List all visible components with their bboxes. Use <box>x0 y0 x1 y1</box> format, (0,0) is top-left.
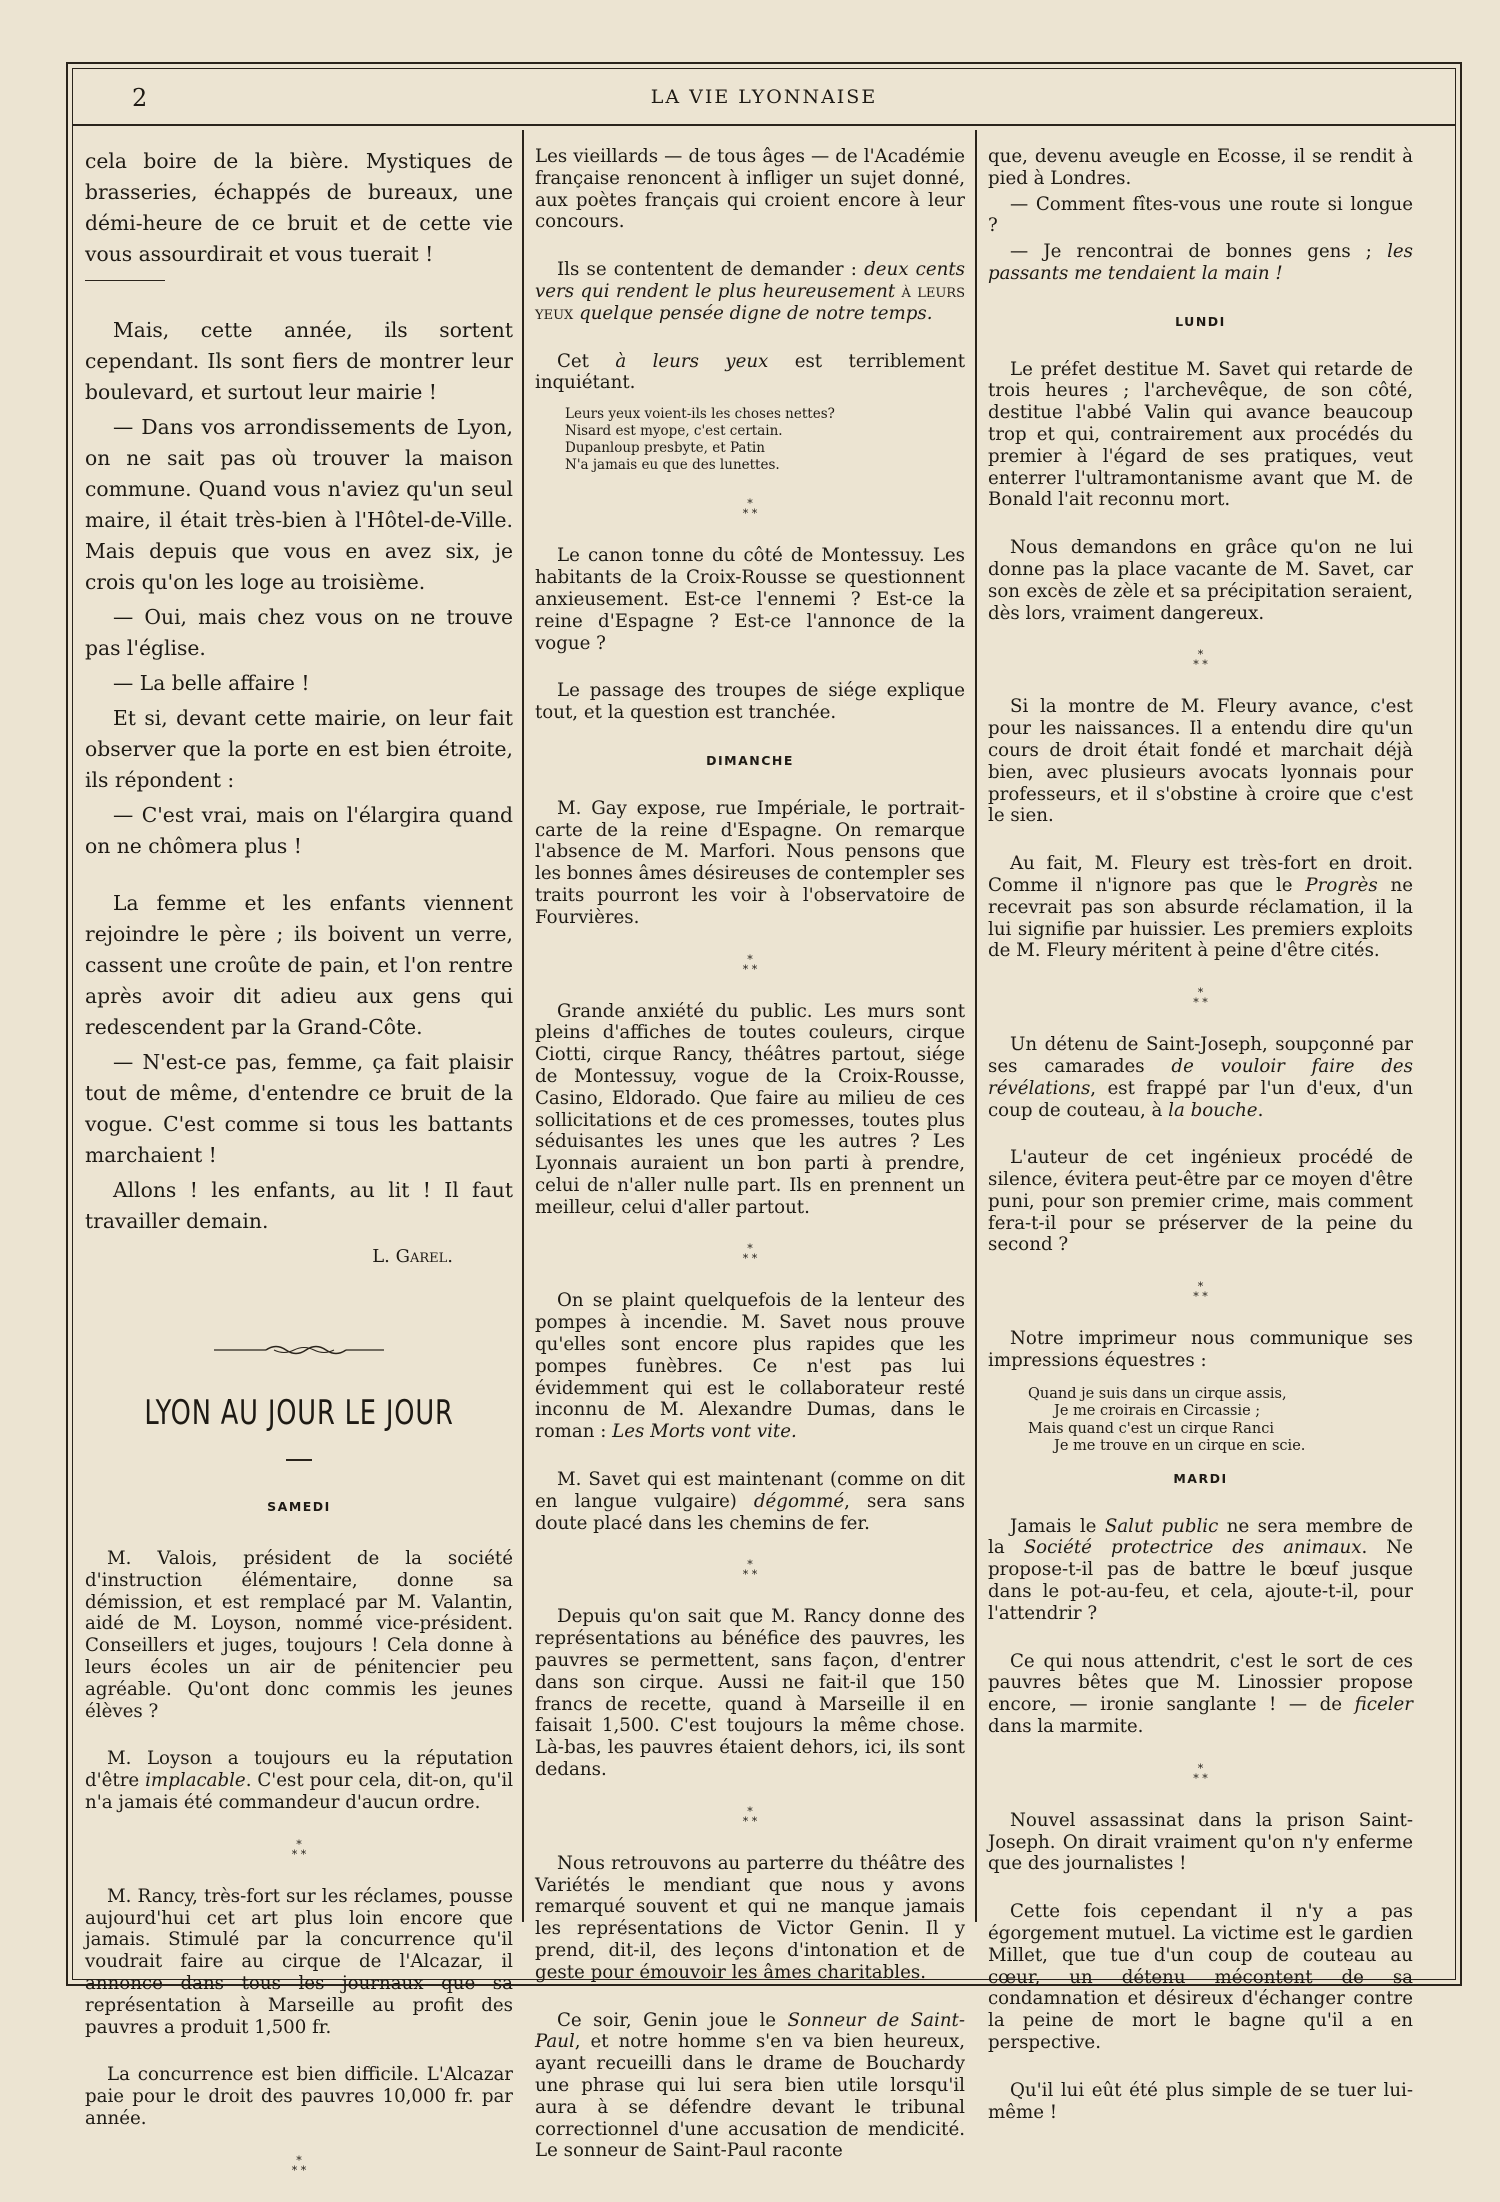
paragraph: cela boire de la bière. Mystiques de brasseries, échappés de bureaux, une démi-heure de ce bruit et de cette vie vous assourdirait et vous tuerait ! <box>85 149 513 266</box>
verse-line: Mais quand c'est un cirque Ranci <box>1028 1420 1275 1437</box>
paragraph: L'auteur de cet ingénieux procédé de silence, évitera peut-être par ce moyen d'être puni, pour son premier crime, mais comment fera-t-il pour se préserver de la peine du second ? <box>988 1147 1413 1256</box>
journal-title: LA VIE LYONNAISE <box>650 86 878 108</box>
paragraph: M. Savet qui est maintenant (comme on dit en langue vulgaire) dégommé, sera sans doute placé dans les chemins de fer. <box>535 1469 965 1534</box>
author-signature: L. Garel. <box>372 1246 453 1267</box>
verse <box>1028 1386 1413 1456</box>
verse-line: Quand je suis dans un cirque assis, <box>1028 1385 1287 1402</box>
title-rule <box>286 1459 312 1461</box>
paragraph: Jamais le Salut public ne sera membre de la Société protectrice des animaux. Ne propose-t-il pas de battre le bœuf jusque dans le pot-au-feu, et cela, ajoute-t-il, pour l'attendrir ? <box>988 1515 1413 1624</box>
asterism: * * * <box>1193 648 1208 672</box>
paragraph: Notre imprimeur nous communique ses impressions équestres : <box>988 1328 1413 1372</box>
paragraph: La femme et les enfants viennent rejoindre le père ; ils boivent un verre, cassent une croûte de pain, et l'on rentre après avoir dit adieu aux gens qui redescendent par la Grand-Côte. <box>85 891 513 1039</box>
paragraph: Qu'il lui eût été plus simple de se tuer lui-même ! <box>988 2079 1413 2123</box>
paragraph: Le passage des troupes de siége explique tout, et la question est tranchée. <box>535 680 965 724</box>
column-divider <box>522 130 524 1922</box>
paragraph: M. Rancy, très-fort sur les réclames, pousse aujourd'hui cet art plus loin encore que jamais. Stimulé par la concurrence qu'il voudrait faire au cirque de l'Alcazar, il annonce dans tous les journaux que sa représentation à Marseille au profit des pauvres a produit 1,500 fr. <box>85 1885 513 2038</box>
short-rule <box>85 280 165 281</box>
paragraph: — Je rencontrai de bonnes gens ; les passants me tendaient la main ! <box>988 241 1413 284</box>
paragraph: — N'est-ce pas, femme, ça fait plaisir tout de même, d'entendre ce bruit de la vogue. C'est comme si tous les battants marchaient ! <box>85 1050 513 1167</box>
paragraph: Ils se contentent de demander : deux cents vers qui rendent le plus heureusement à leurs yeux quelque pensée digne de notre temps. <box>535 259 965 324</box>
asterism: * * * <box>1193 986 1208 1010</box>
page-header <box>72 72 1456 122</box>
column-2 <box>535 146 965 2188</box>
chronicle-samedi <box>85 1548 513 2176</box>
page-number: 2 <box>132 84 148 112</box>
day-heading: DIMANCHE <box>706 752 794 768</box>
asterism: * * * <box>742 1804 758 1828</box>
paragraph: Si la montre de M. Fleury avance, c'est pour les naissances. Il a entendu dire qu'un cours de droit était fondé et marchait déjà bien, avec plusieurs avocats lyonnais pour professeurs, et il s'obstine à croire que c'est le sien. <box>988 696 1413 827</box>
paragraph: Au fait, M. Fleury est très-fort en droit. Comme il n'ignore pas que le Progrès ne recevrait pas son absurde réclamation, il la lui signifie par huissier. Les premiers exploits de M. Fleury méritent à peine d'être cités. <box>988 853 1413 962</box>
asterism: * * * <box>1193 1280 1208 1304</box>
paragraph: que, devenu aveugle en Ecosse, il se rendit à pied à Londres. <box>988 146 1413 189</box>
paragraph: Un détenu de Saint-Joseph, soupçonné par ses camarades de vouloir faire des révélations, est frappé par l'un d'eux, d'un coup de couteau, à la bouche. <box>988 1034 1414 1121</box>
day-heading: LUNDI <box>1175 313 1226 329</box>
paragraph: Cet à leurs yeux est terriblement inquiétant. <box>535 350 965 394</box>
paragraph: M. Gay expose, rue Impériale, le portrait-carte de la reine d'Espagne. On remarque l'absence de M. Marfori. Nous pensons que les bonnes âmes désireuses de contempler ses traits pourront les voir à l'observatoire de Fourvières. <box>535 797 965 928</box>
paragraph: Ce qui nous attendrit, c'est le sort de ces pauvres bêtes que M. Linossier propose encore, — ironie sanglante ! — de ficeler dans la marmite. <box>988 1650 1413 1738</box>
verse-line: Leurs yeux voient-ils les choses nettes? <box>565 406 835 423</box>
paragraph: — Oui, mais chez vous on ne trouve pas l'église. <box>85 605 513 660</box>
paragraph: — Comment fîtes-vous une route si longue ? <box>988 193 1413 237</box>
verse <box>565 406 965 473</box>
column-1 <box>85 146 513 2202</box>
day-heading: MARDI <box>1173 1470 1228 1486</box>
asterism: * * * <box>1193 1761 1208 1785</box>
ornament-divider <box>85 1336 513 1358</box>
paragraph: Cette fois cependant il n'y a pas égorgement mutuel. La victime est le gardien Millet, que tue d'un coup de couteau au cœur, un détenu mécontent de sa condamnation et désireux d'échanger contre la peine de mort le bagne qu'il a en perspective. <box>988 1901 1413 2054</box>
paragraph: Mais, cette année, ils sortent cependant. Ils sont fiers de montrer leur boulevard, et surtout leur mairie ! <box>85 318 513 404</box>
verse-line: Je me trouve en un cirque en scie. <box>1054 1438 1306 1455</box>
paragraph: Nous demandons en grâce qu'on ne lui donne pas la place vacante de M. Savet, car son excès de zèle et sa précipitation seraient, dès lors, vraiment dangereux. <box>988 537 1413 624</box>
paragraph: Le préfet destitue M. Savet qui retarde de trois heures ; l'archevêque, de son côté, destitue l'abbé Valin qui avance beaucoup trop et qui, contrairement aux procédés du premier à l'égard de ses pratiques, veut enterrer l'ultramontanisme avant que M. de Bonald l'ait reconnu mort. <box>988 358 1413 511</box>
asterism: * * * <box>291 1837 307 1861</box>
asterism: * * * <box>742 1242 758 1266</box>
verse-line: N'a jamais eu que des lunettes. <box>565 456 780 473</box>
paragraph: Grande anxiété du public. Les murs sont pleins d'affiches de toutes couleurs, cirque Ciotti, cirque Rancy, théâtres partout, siége de Montessuy, vogue de la Croix-Rousse, Casino, Eldorado. Que faire au milieu de ces sollicitations et de ces promesses, toutes plus séduisantes les unes que les autres ? Les Lyonnais auraient un bon parti à prendre, celui de n'aller nulle part. Ils en prennent un meilleur, celui d'aller partout. <box>535 1000 965 1218</box>
asterism: * * * <box>291 2153 307 2177</box>
paragraph: M. Loyson a toujours eu la réputation d'être implacable. C'est pour cela, dit-on, qu'il n'a jamais été commandeur d'aucun ordre. <box>85 1748 514 1813</box>
header-rule <box>72 124 1456 126</box>
verse-line: Nisard est myope, c'est certain. <box>565 422 783 439</box>
asterism: * * * <box>742 1558 758 1582</box>
paragraph: Ce soir, Genin joue le Sonneur de Saint-Paul, et notre homme s'en va bien heureux, ayant recueilli dans le drame de Bouchardy une phrase qui lui sera bien utile lorsqu'il aura à se défendre devant le tribunal correctionnel d'une accusation de mendicité. Le sonneur de Saint-Paul raconte <box>535 2009 966 2162</box>
asterism: * * * <box>742 497 758 521</box>
paragraph: Nouvel assassinat dans la prison Saint-Joseph. On dirait vraiment qu'on n'y enferme que des journalistes ! <box>988 1809 1413 1875</box>
paragraph: Le canon tonne du côté de Montessuy. Les habitants de la Croix-Rousse se questionnent anxieusement. Est-ce l'ennemi ? Est-ce la reine d'Espagne ? Est-ce l'annonce de la vogue ? <box>535 545 965 654</box>
paragraph: — Dans vos arrondissements de Lyon, on ne sait pas où trouver la maison commune. Quand vous n'aviez qu'un seul maire, il était très-bien à l'Hôtel-de-Ville. Mais depuis que vous en avez six, je crois qu'on les loge au troisième. <box>85 415 513 594</box>
paragraph: Allons ! les enfants, au lit ! Il faut travailler demain. <box>85 1178 513 1233</box>
column-3 <box>988 146 1413 2149</box>
asterism: * * * <box>742 952 758 976</box>
column-divider <box>975 130 977 1922</box>
verse-line: Je me croirais en Circassie ; <box>1054 1403 1261 1420</box>
paragraph: Et si, devant cette mairie, on leur fait observer que la porte en est bien étroite, ils répondent : <box>85 706 513 792</box>
paragraph: Depuis qu'on sait que M. Rancy donne des représentations au bénéfice des pauvres, les pauvres se permettent, sans façon, d'entrer dans son cirque. Aussi ne fait-il que 150 francs de recette, quand à Marseille il en faisait 1,500. C'est toujours la même chose. Là-bas, les pauvres étaient dehors, ici, ils sont dedans. <box>535 1606 965 1781</box>
paragraph: — C'est vrai, mais on l'élargira quand on ne chômera plus ! <box>85 803 513 858</box>
paragraph: M. Valois, président de la société d'instruction élémentaire, donne sa démission, et est remplacé par M. Valantin, aidé de M. Loyson, nommé vice-président. Conseillers et juges, toujours ! Cela donne à leurs écoles un air de pénitencier peu agréable. Qu'ont donc commis les jeunes élèves ? <box>85 1548 513 1722</box>
paragraph: On se plaint quelquefois de la lenteur des pompes à incendie. M. Savet nous prouve qu'elles sont encore plus rapides que les pompes funèbres. Ce n'est pas lui évidemment qui est le collaborateur resté inconnu de M. Alexandre Dumas, dans le roman : Les Morts vont vite. <box>535 1290 965 1443</box>
verse-line: Dupanloup presbyte, et Patin <box>565 439 765 456</box>
flourish-ornament <box>214 1342 384 1358</box>
day-heading: SAMEDI <box>267 1499 331 1514</box>
paragraph: — La belle affaire ! <box>113 671 310 695</box>
section-title: LYON AU JOUR LE JOUR <box>144 1393 454 1433</box>
paragraph: La concurrence est bien difficile. L'Alcazar paie pour le droit des pauvres 10,000 fr. par année. <box>85 2064 513 2129</box>
paragraph: Nous retrouvons au parterre du théâtre des Variétés le mendiant que nous y avons remarqué souvent et qui ne manque jamais les représentations de Victor Genin. Il y prend, dit-il, des leçons d'intonation et de geste pour émouvoir les âmes charitables. <box>535 1852 965 1983</box>
paragraph: Les vieillards — de tous âges — de l'Académie française renoncent à infliger un sujet donné, aux poètes français qui croient encore à leur concours. <box>535 146 965 233</box>
